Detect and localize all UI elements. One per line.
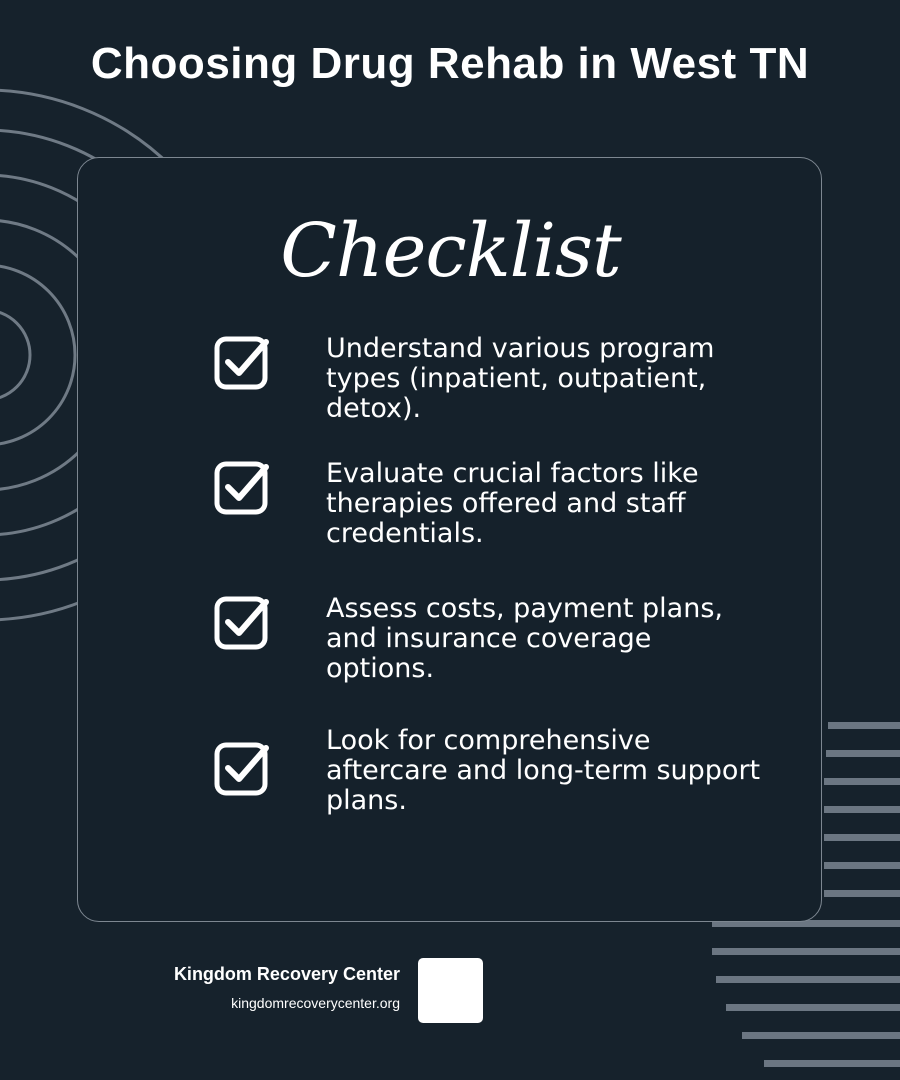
checkbox-checked-icon xyxy=(212,738,274,800)
checklist-item-text: Look for comprehensive aftercare and long-term support plans. xyxy=(326,725,761,816)
page-title: Choosing Drug Rehab in West TN xyxy=(90,39,810,88)
checklist-heading: Checklist xyxy=(280,208,621,294)
checklist-item-text: Evaluate crucial factors like therapies offered and staff credentials. xyxy=(326,458,699,549)
checklist-item-text: Assess costs, payment plans, and insurance coverage options. xyxy=(326,593,723,684)
checklist-card xyxy=(77,157,822,922)
checkbox-checked-icon xyxy=(212,457,274,519)
checkbox-checked-icon xyxy=(212,592,274,654)
organization-name: Kingdom Recovery Center xyxy=(173,964,400,984)
checkbox-checked-icon xyxy=(212,332,274,394)
checklist-item-text: Understand various program types (inpatient, outpatient, detox). xyxy=(326,333,715,424)
organization-url[interactable]: kingdomrecoverycenter.org xyxy=(231,995,400,1011)
logo xyxy=(418,958,483,1023)
